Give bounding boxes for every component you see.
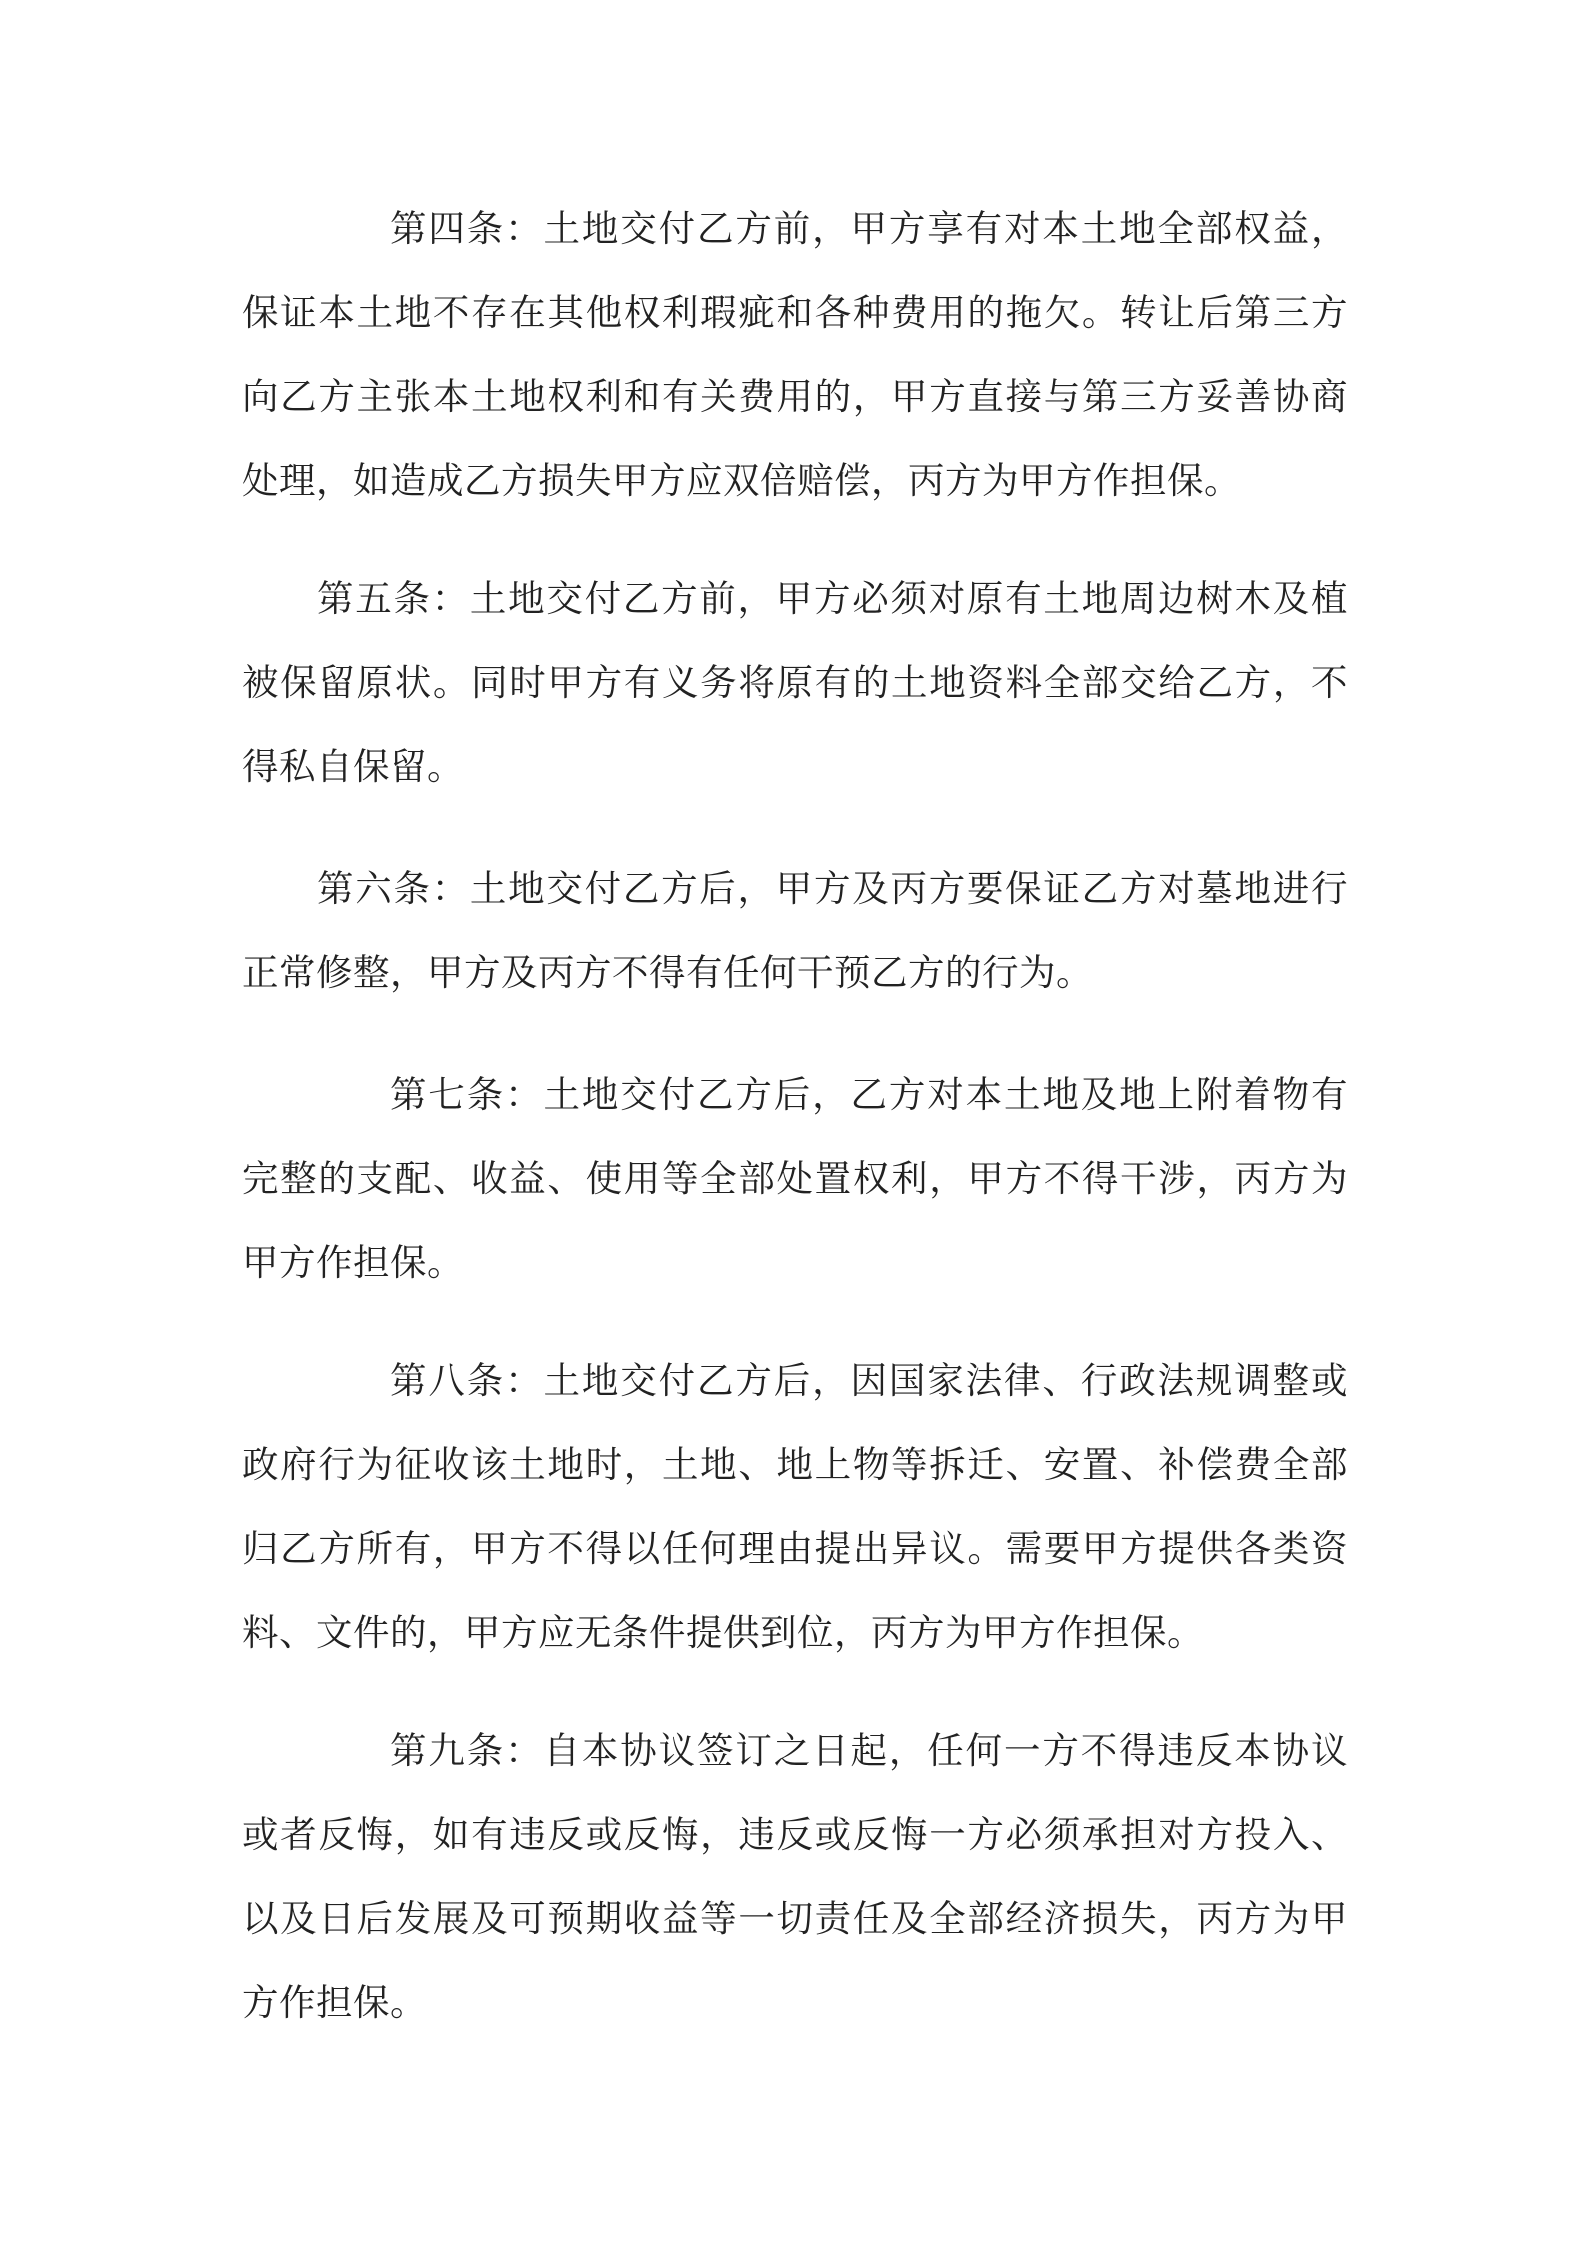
article-4-paragraph: 第四条：土地交付乙方前，甲方享有对本土地全部权益，保证本土地不存在其他权利瑕疵和各种费用的拖欠。转让后第三方向乙方主张本土地权利和有关费用的，甲方直接与第三方妥善协商处理，如造成乙方损失甲方应双倍赔偿，丙方为甲方作担保。 <box>242 207 1348 502</box>
article-8-paragraph: 第八条：土地交付乙方后，因国家法律、行政法规调整或政府行为征收该土地时，土地、地上物等拆迁、安置、补偿费全部归乙方所有，甲方不得以任何理由提出异议。需要甲方提供各类资料、文件的，甲方应无条件提供到位，丙方为甲方作担保。 <box>242 1359 1348 1654</box>
article-7-paragraph: 第七条：土地交付乙方后，乙方对本土地及地上附着物有完整的支配、收益、使用等全部处置权利，甲方不得干涉，丙方为甲方作担保。 <box>242 1073 1348 1284</box>
article-9-paragraph: 第九条：自本协议签订之日起，任何一方不得违反本协议或者反悔，如有违反或反悔，违反或反悔一方必须承担对方投入、以及日后发展及可预期收益等一切责任及全部经济损失，丙方为甲方作担保。 <box>242 1729 1348 2024</box>
article-5-paragraph: 第五条：土地交付乙方前，甲方必须对原有土地周边树木及植被保留原状。同时甲方有义务将原有的土地资料全部交给乙方，不得私自保留。 <box>242 577 1348 788</box>
article-6-paragraph: 第六条：土地交付乙方后，甲方及丙方要保证乙方对墓地进行正常修整，甲方及丙方不得有任何干预乙方的行为。 <box>242 867 1348 994</box>
